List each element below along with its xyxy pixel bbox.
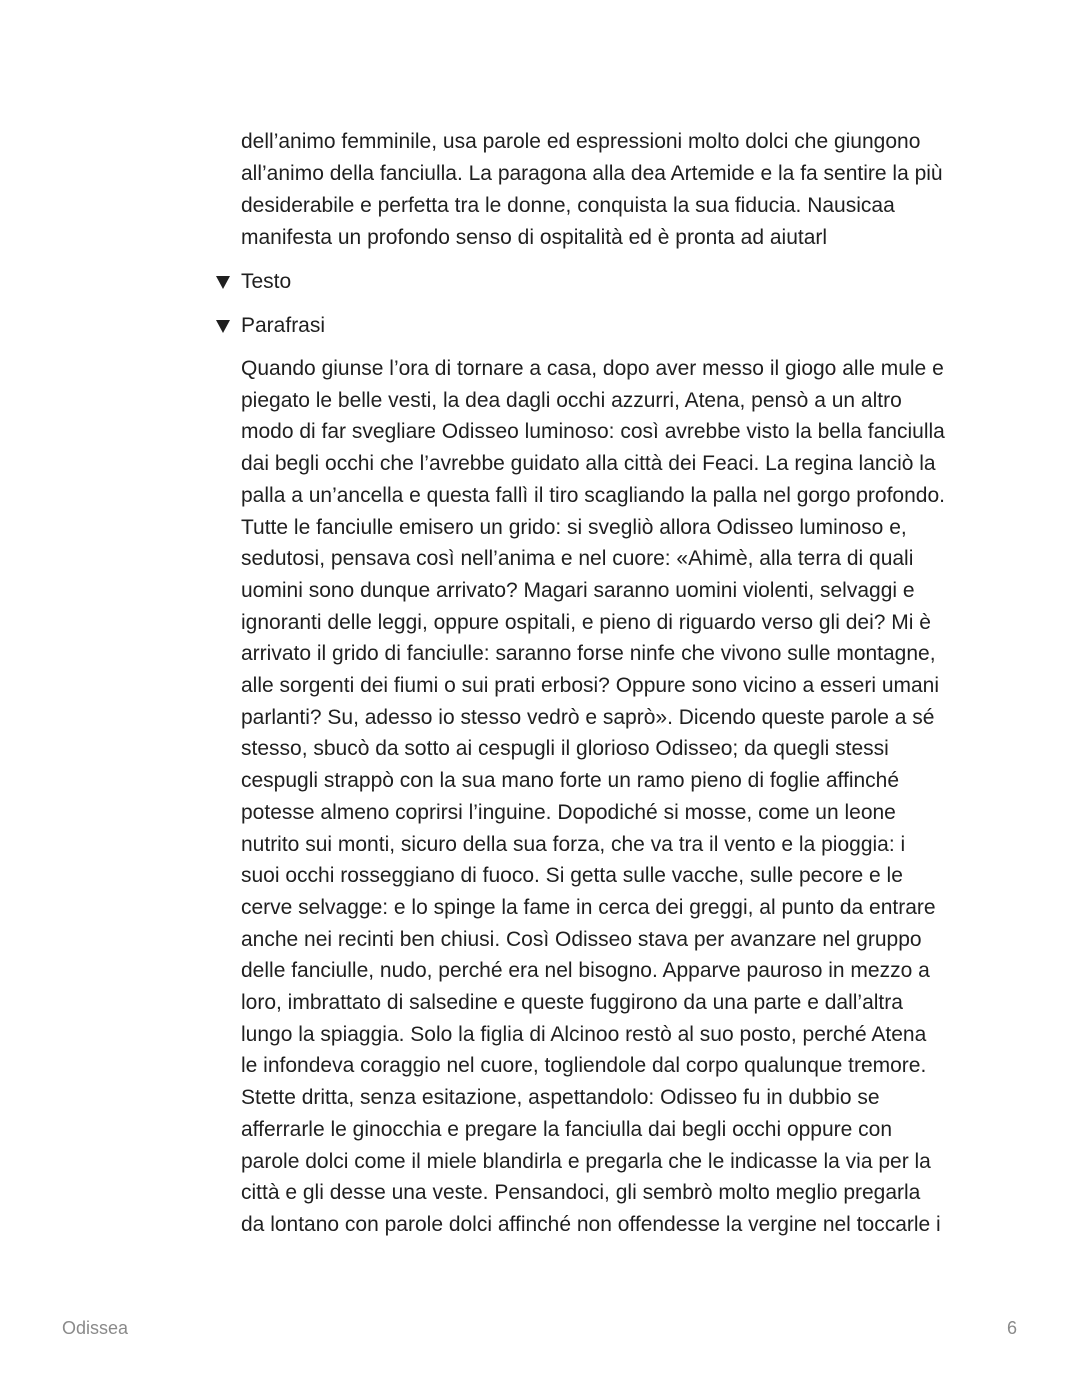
toggle-testo[interactable]: [216, 268, 291, 296]
footer-page-number: 6: [1006, 1318, 1017, 1338]
toggle-parafrasi-label: Parafrasi: [241, 314, 326, 337]
triangle-down-icon: [216, 276, 230, 289]
parafrasi-paragraph: Quando giunse l’ora di tornare a casa, dopo aver messo il giogo alle mule e piegato le belle vesti, la dea dagli occhi azzurri, Atena, pensò a un altro modo di far svegliare Odisseo luminoso: così avrebbe visto la bella fanciulla dai begli occhi che l’avrebbe guidato alla città dei Feaci. La regina lanciò la palla a un’ancella e questa fallì il tiro scagliando la palla nel gorgo profondo. Tutte le fanciulle emisero un grido: si svegliò allora Odisseo luminoso e, sedutosi, pensava così nell’anima e nel cuore: «Ahimè, alla terra di quali uomini sono dunque arrivato? Magari saranno uomini violenti, selvaggi e ignoranti delle leggi, oppure ospitali, e pieno di riguardo verso gli dei? Mi è arrivato il grido di fanciulle: saranno forse ninfe che vivono sulle montagne, alle sorgenti dei fiumi o sui prati erbosi? Oppure sono vicino a esseri umani parlanti? Su, adesso io stesso vedrò e saprò». Dicendo queste parole a sé stesso, sbucò da sotto ai cespugli il glorioso Odisseo; da quegli stessi cespugli strappò con la sua mano forte un ramo pieno di foglie affinché potesse almeno coprirsi l’inguine. Dopodiché si mosse, come un leone nutrito sui monti, sicuro della sua forza, che va tra il vento e la pioggia: i suoi occhi rosseggiano di fuoco. Si getta sulle vacche, sulle pecore e le cerve selvagge: e lo spinge la fame in cerca dei greggi, al punto da entrare anche nei recinti ben chiusi. Così Odisseo stava per avanzare nel gruppo delle fanciulle, nudo, perché era nel bisogno. Apparve pauroso in mezzo a loro, imbrattato di salsedine e queste fuggirono da una parte e dall’altra lungo la spiaggia. Solo la figlia di Alcinoo restò al suo posto, perché Atena le infondeva coraggio nel cuore, togliendole dal corpo qualunque tremore. Stette dritta, senza esitazione, aspettandolo: Odisseo fu in dubbio se afferrarle le ginocchia e pregare la fanciulla dai begli occhi oppure con parole dolci come il miele blandirla e pregarla che le indicasse la via per la città e gli desse una veste. Pensandoci, gli sembrò molto meglio pregarla da lontano con parole dolci affinché non offendesse la vergine nel toccarle i: [241, 357, 945, 1236]
footer-document-title: Odissea: [62, 1318, 129, 1338]
intro-paragraph: dell’animo femminile, usa parole ed espressioni molto dolci che giungono all’animo della fanciulla. La paragona alla dea Artemide e la fa sentire la più desiderabile e perfetta tra le donne, conquista la sua fiducia. Nausicaa manifesta un profondo senso di ospitalità ed è pronta ad aiutarl: [241, 130, 943, 249]
toggle-testo-label: Testo: [241, 270, 292, 293]
toggle-parafrasi[interactable]: [216, 312, 325, 340]
triangle-down-icon: [216, 320, 230, 333]
